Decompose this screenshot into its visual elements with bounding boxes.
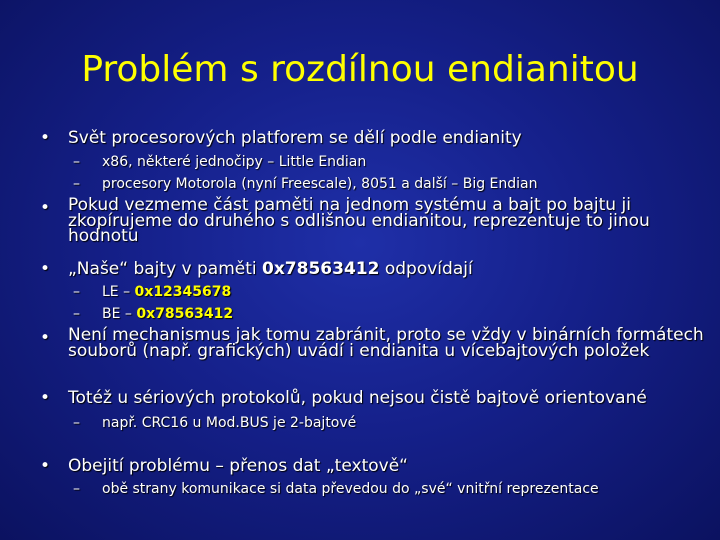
sub-bullet-text: procesory Motorola (nyní Freescale), 8051 a další – Big Endian [102, 176, 538, 192]
sub-bullet-text [102, 283, 231, 301]
sub-bullet-text: obě strany komunikace si data převedou do „své“ vnitřní reprezentace [102, 481, 599, 497]
bullet-icon: • [40, 328, 51, 348]
be-label: BE – [102, 306, 137, 322]
dash-icon: – [73, 176, 80, 192]
le-value: 0x12345678 [134, 284, 232, 300]
bullet-icon: • [40, 128, 51, 148]
bullet-text: Totéž u sériových protokolů, pokud nejsou čistě bajtově orientované [68, 388, 647, 408]
dash-icon: – [73, 154, 80, 170]
bullet-icon: • [40, 456, 51, 476]
bullet-icon: • [40, 388, 51, 408]
bullet-text-suffix: odpovídají [379, 259, 473, 279]
le-label: LE – [102, 284, 135, 300]
dash-icon: – [73, 481, 80, 497]
sub-bullet-text [102, 305, 233, 323]
dash-icon: – [73, 415, 80, 431]
bullet-text: Obejití problému – přenos dat „textově“ [68, 456, 408, 476]
bullet-icon: • [40, 198, 51, 218]
memory-value: 0x78563412 [262, 259, 380, 279]
bullet-text: Není mechanismus jak tomu zabránit, proto se vždy v binárních formátech souborů (např. grafických) uvádí i endianita u vícebajtových položek [68, 325, 704, 361]
dash-icon: – [73, 284, 80, 300]
bullet-text [68, 259, 473, 279]
dash-icon: – [73, 306, 80, 322]
sub-bullet-text: např. CRC16 u Mod.BUS je 2-bajtové [102, 415, 357, 431]
bullet-text-prefix: „Naše“ bajty v paměti [68, 259, 263, 279]
slide-title: Problém s rozdílnou endianitou [81, 49, 639, 90]
bullet-text: Svět procesorových platforem se dělí podle endianity [68, 128, 522, 148]
bullet-text: Pokud vezmeme část paměti na jednom systému a bajt po bajtu ji zkopírujeme do druhého s odlišnou endianitou, reprezentuje to jinou hodnotu [68, 195, 650, 246]
be-value: 0x78563412 [136, 306, 234, 322]
bullet-icon: • [40, 259, 51, 279]
sub-bullet-text: x86, některé jednočipy – Little Endian [102, 154, 367, 170]
